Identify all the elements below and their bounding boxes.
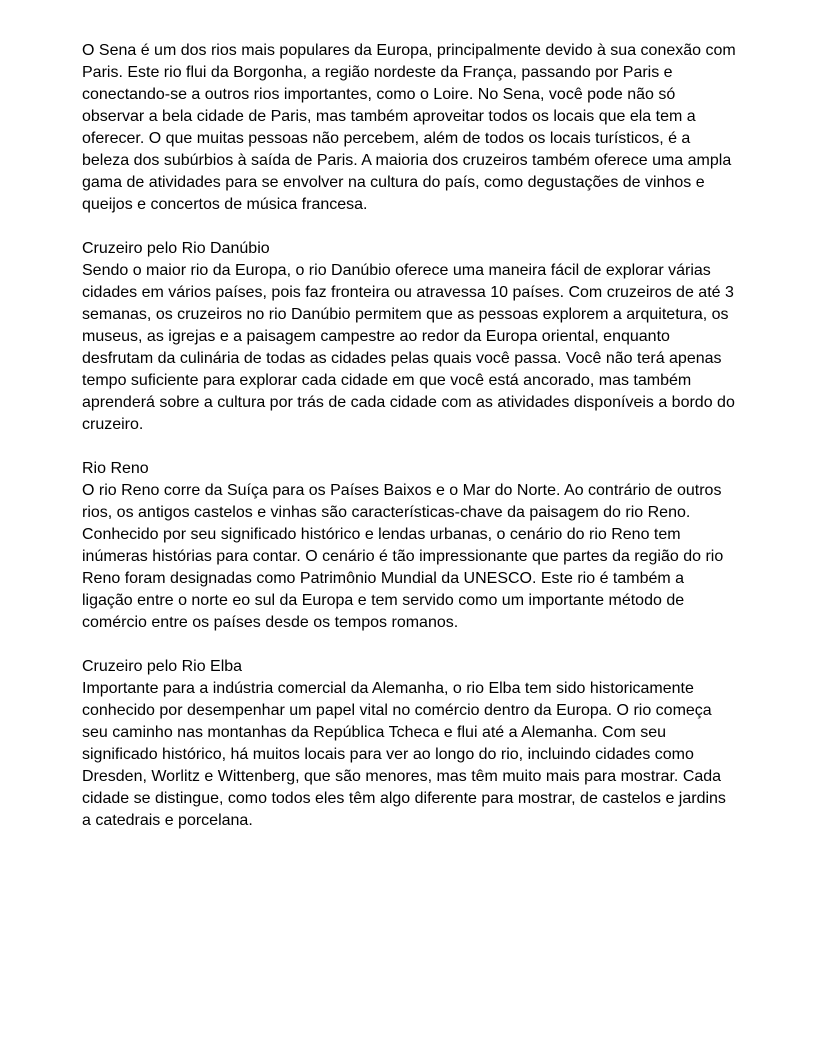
section-heading-reno: Rio Reno [82, 460, 149, 477]
section-body-elba: Importante para a indústria comercial da Alemanha, o rio Elba tem sido historicamente conhecido por desempenhar um papel vital no comércio dentro da Europa. O rio começa seu caminho nas montanhas da República Tcheca e flui até a Alemanha. Com seu significado histórico, há muitos locais para ver ao longo do rio, incluindo cidades como Dresden, Worlitz e Wittenberg, que são menores, mas têm muito mais para mostrar. Cada cidade se distingue, como todos eles têm algo diferente para mostrar, de castelos e jardins a catedrais e porcelana. [82, 680, 726, 829]
paragraph-spacer [82, 634, 738, 656]
section-heading-danubio: Cruzeiro pelo Rio Danúbio [82, 240, 270, 257]
paragraph-spacer [82, 216, 738, 238]
section-heading-elba: Cruzeiro pelo Rio Elba [82, 658, 243, 675]
paragraph-spacer [82, 436, 738, 458]
section-body-danubio: Sendo o maior rio da Europa, o rio Danúbio oferece uma maneira fácil de explorar várias cidades em vários países, pois faz fronteira ou atravessa 10 países. Com cruzeiros de até 3 semanas, os cruzeiros no rio Danúbio permitem que as pessoas explorem a arquitetura, os museus, as igrejas e a paisagem campestre ao redor da Europa oriental, enquanto desfrutam da culinária de todas as cidades pelas quais você passa. Você não terá apenas tempo suficiente para explorar cada cidade em que você está ancorado, mas também aprenderá sobre a cultura por trás de cada cidade com as atividades disponíveis a bordo do cruzeiro. [82, 262, 735, 433]
intro-paragraph: O Sena é um dos rios mais populares da Europa, principalmente devido à sua conexão com Paris. Este rio flui da Borgonha, a região nordeste da França, passando por Paris e conectando-se a outros rios importantes, como o Loire. No Sena, você pode não só observar a bela cidade de Paris, mas também aproveitar todos os locais que ela tem a oferecer. O que muitas pessoas não percebem, além de todos os locais turísticos, é a beleza dos subúrbios à saída de Paris. A maioria dos cruzeiros também oferece uma ampla gama de atividades para se envolver na cultura do país, como degustações de vinhos e queijos e concertos de música francesa. [82, 42, 736, 213]
section-body-reno: O rio Reno corre da Suíça para os Países Baixos e o Mar do Norte. Ao contrário de outros rios, os antigos castelos e vinhas são características-chave da paisagem do rio Reno. Conhecido por seu significado histórico e lendas urbanas, o cenário do rio Reno tem inúmeras histórias para contar. O cenário é tão impressionante que partes da região do rio Reno foram designadas como Patrimônio Mundial da UNESCO. Este rio é também a ligação entre o norte eo sul da Europa e tem servido como um importante método de comércio entre os países desde os tempos romanos. [82, 482, 724, 631]
document-page [82, 40, 738, 832]
